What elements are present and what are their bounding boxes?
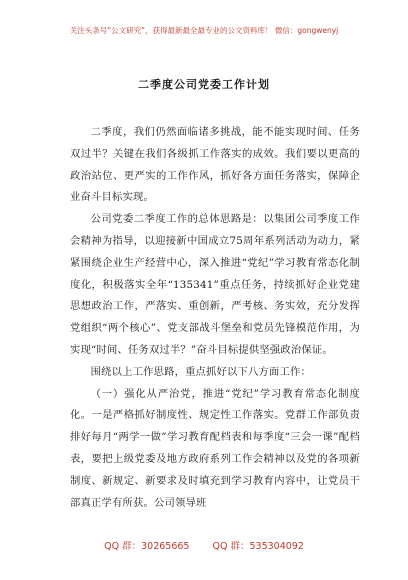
qq-group-1: QQ 群：30265665 xyxy=(104,541,190,552)
paragraph-2: 公司党委二季度工作的总体思路是：以集团公司季度工作会精神为指导，以迎接新中国成立75周年系列活动为动力，紧紧围绕企业生产经营中心，深入推进“党纪”学习教育常态化制度化，积极落实全年“135341”重点任务，持续抓好企业党建思想政治工作，严落实、重创新，严考核、务实效，充分发挥党组织“两个核心”、党支部战斗堡垒和党员先锋模范作用，为实现“时间、任务双过半？”奋斗目标提供坚强政治保证。 xyxy=(70,213,360,356)
footer-contact xyxy=(0,538,408,552)
promo-banner: 关注头条号“公文研究”，获得最新最全最专业的公文资料库！ 微信：gongwenyj xyxy=(69,26,339,35)
document-title: 二季度公司党委工作计划 xyxy=(138,78,270,91)
qq-group-2: QQ 群：535304092 xyxy=(212,541,304,552)
document-body xyxy=(70,122,360,514)
paragraph-1: 二季度，我们仍然面临诸多挑战，能不能实现时间、任务双过半？关键在我们各级抓工作落实的成效。我们要以更高的政治站位、更严实的工作作风，抓好各方面任务落实，保障企业奋斗目标实现。 xyxy=(70,126,360,204)
paragraph-3: 围绕以上工作思路，重点抓好以下八方面工作： xyxy=(90,365,312,378)
paragraph-4: （一）强化从严治党，推进“党纪”学习教育常态化制度化。一是严格抓好制度性、规定性工作落实。党群工作部负责排好每月“两学一做”学习教育配档表和每季度“三会一课”配档表，要把上级党委及地方政府系列工作会精神以及党的各项新制度、新规定、新要求及时填充到学习教育内容中，让党员干部真正学有所获。公司领导班 xyxy=(70,387,360,509)
